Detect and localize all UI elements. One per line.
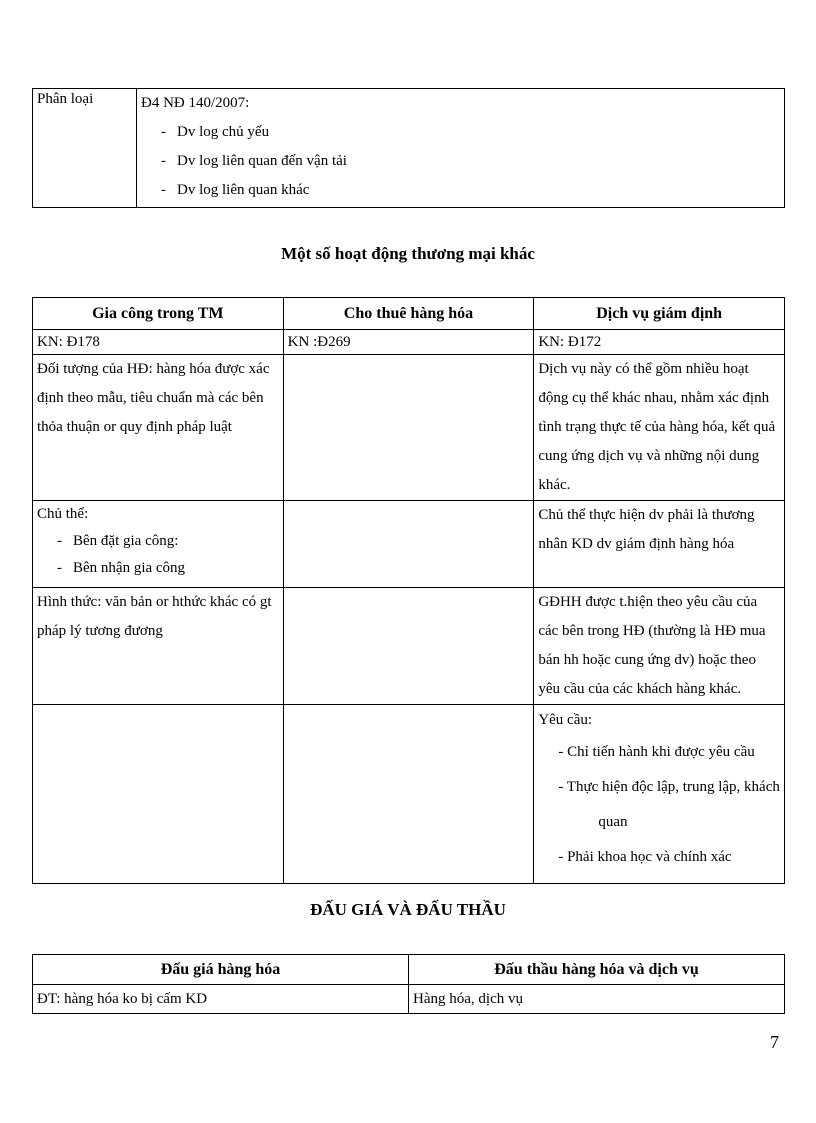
table-cell: [33, 705, 284, 884]
table-cell: [283, 705, 534, 884]
column-header: Đấu thầu hàng hóa và dịch vụ: [409, 955, 785, 985]
list-item: - Chỉ tiến hành khi được yêu cầu: [558, 744, 755, 760]
table-row: [33, 355, 785, 501]
classification-item: - Dv log liên quan khác: [161, 182, 310, 198]
section-heading-auction: ĐẤU GIÁ VÀ ĐẤU THẦU: [310, 900, 506, 919]
column-header: Dịch vụ giám định: [534, 298, 785, 330]
classification-content: [137, 89, 785, 208]
classification-item: - Dv log liên quan đến vận tải: [161, 153, 347, 169]
table-cell: [33, 501, 284, 588]
cell-title: Chủ thể:: [37, 506, 89, 522]
table-row: [33, 588, 785, 705]
column-header: Đấu giá hàng hóa: [33, 955, 409, 985]
section-heading-other-activities: Một số hoạt động thương mại khác: [281, 244, 535, 263]
classification-title: Đ4 NĐ 140/2007:: [141, 95, 250, 111]
table-row: [33, 985, 785, 1014]
table-cell: Hình thức: văn bản or hthức khác có gt pháp lý tương đương: [33, 588, 284, 705]
table-row: [33, 705, 785, 884]
list-item: - Bên nhận gia công: [57, 560, 186, 576]
table-cell: [283, 588, 534, 705]
table-cell: [283, 355, 534, 501]
column-header: Cho thuê hàng hóa: [283, 298, 534, 330]
table-cell: KN: Đ178: [33, 330, 284, 355]
table-cell: Dịch vụ này có thể gồm nhiều hoạt động cụ thể khác nhau, nhằm xác định tình trạng thực tế của hàng hóa, kết quả cung ứng dịch vụ và những nội dung khác.: [534, 355, 785, 501]
list-item: - Bên đặt gia công:: [57, 533, 179, 549]
other-activities-table: [32, 297, 785, 884]
column-header: Gia công trong TM: [33, 298, 284, 330]
table-cell: [534, 705, 785, 884]
cell-title: Yêu cầu:: [538, 712, 593, 728]
table-cell: KN :Đ269: [283, 330, 534, 355]
table-cell: Hàng hóa, dịch vụ: [409, 985, 785, 1014]
list-item: - Phải khoa học và chính xác: [558, 849, 732, 865]
classification-label: Phân loại: [33, 89, 137, 208]
table-row: [33, 330, 785, 355]
table-cell: ĐT: hàng hóa ko bị cấm KD: [33, 985, 409, 1014]
classification-table: [32, 88, 785, 208]
list-item: - Thực hiện độc lập, trung lập, khách quan: [558, 779, 780, 830]
auction-table: [32, 954, 785, 1014]
table-cell: Đối tượng của HĐ: hàng hóa được xác định theo mẫu, tiêu chuẩn mà các bên thỏa thuận or quy định pháp luật: [33, 355, 284, 501]
table-cell: [283, 501, 534, 588]
table-cell: Chủ thể thực hiện dv phải là thương nhân KD dv giám định hàng hóa: [534, 501, 785, 588]
page-number: 7: [770, 1032, 779, 1052]
table-cell: KN: Đ172: [534, 330, 785, 355]
classification-item: - Dv log chủ yếu: [161, 124, 270, 140]
table-cell: GĐHH được t.hiện theo yêu cầu của các bên trong HĐ (thường là HĐ mua bán hh hoặc cung ứng dv) hoặc theo yêu cầu của các khách hàng khác.: [534, 588, 785, 705]
table-row: [33, 501, 785, 588]
